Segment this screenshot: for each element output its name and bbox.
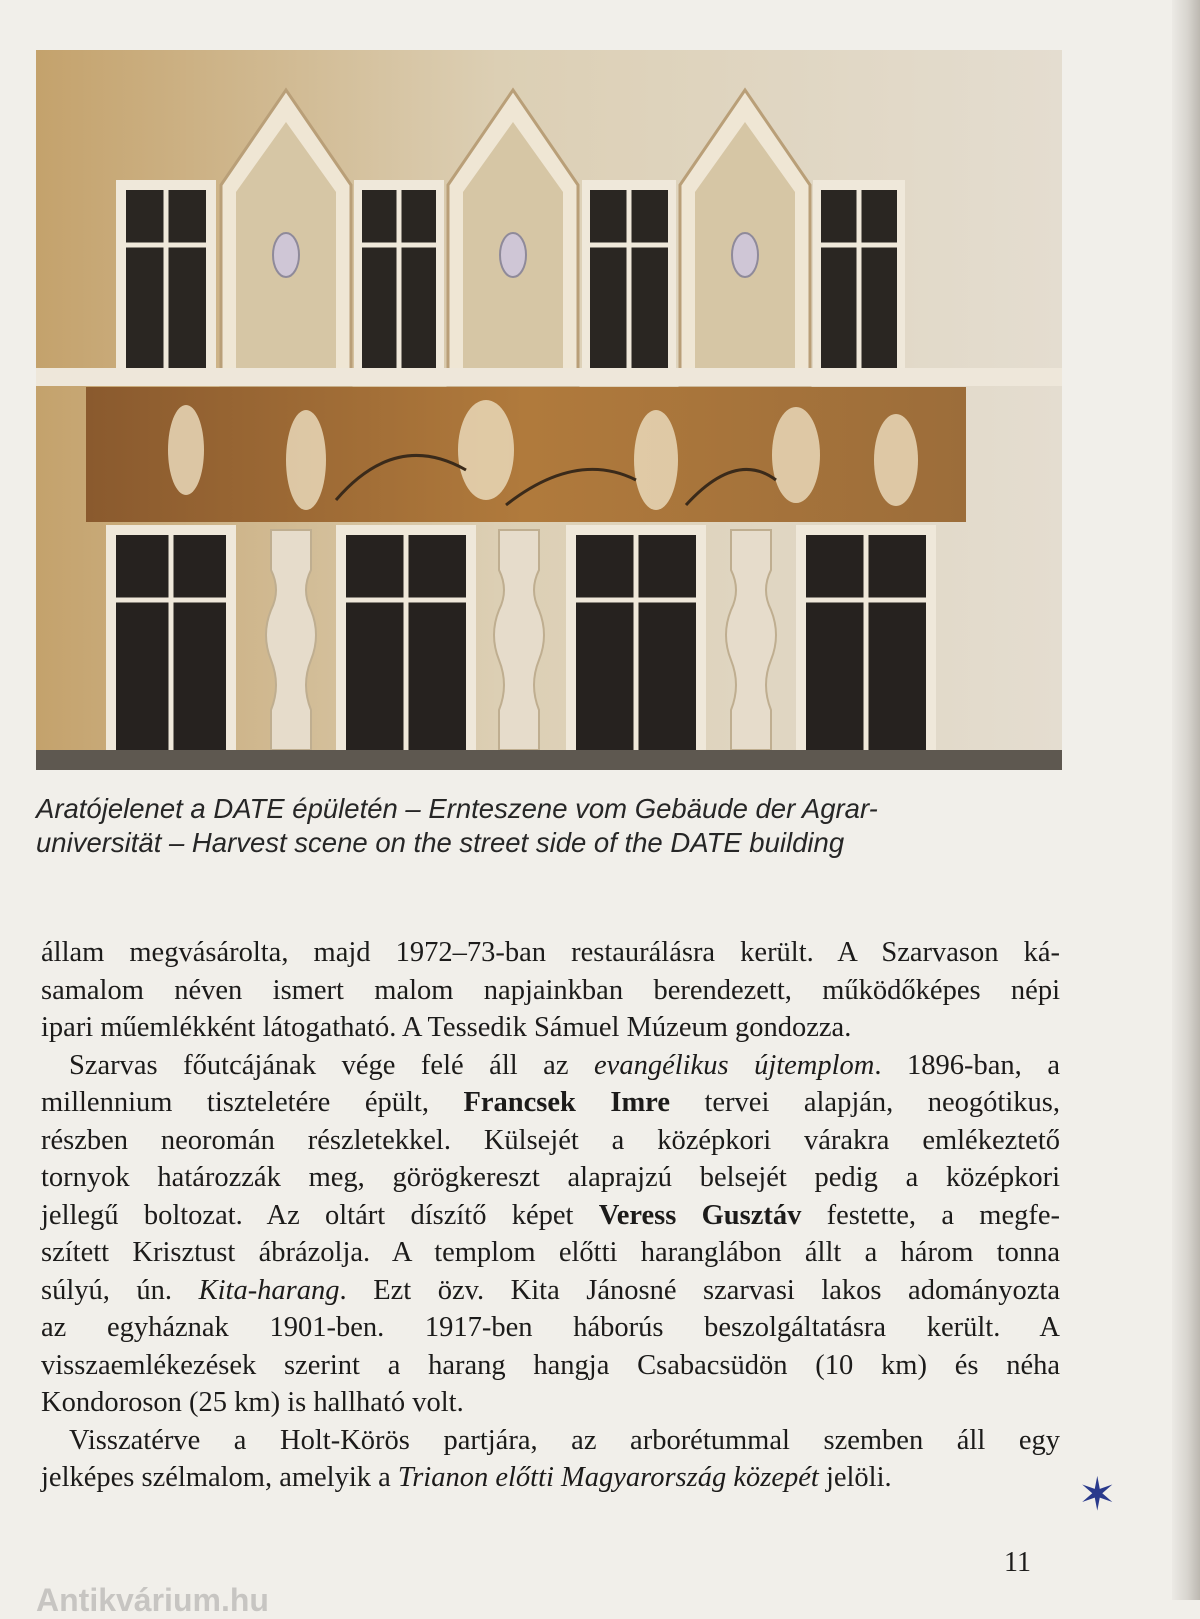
text-span: . Ezt özv. Kita Jánosné szarvasi lakos adományozta — [339, 1274, 1060, 1306]
text-line: az egyháznak 1901-ben. 1917-ben háborús beszolgáltatásra került. A — [41, 1312, 1060, 1343]
text-line: részben neoromán részletekkel. Külsejét a középkori várakra emlékeztető — [41, 1124, 1060, 1156]
text-line — [41, 1272, 1060, 1310]
italic-term: Trianon előtti Magyarország közepét — [397, 1462, 819, 1493]
text-line — [41, 1047, 1060, 1085]
watermark: Antikvárium.hu — [36, 1582, 269, 1618]
facade-photo — [36, 50, 1062, 770]
text-line — [41, 1459, 1060, 1497]
bold-name: Veress Gusztáv — [598, 1199, 802, 1231]
text-line: szített Krisztust ábrázolja. A templom előtti haranglábon állt a három tonna — [41, 1237, 1060, 1268]
text-line: állam megvásárolta, majd 1972–73-ban restaurálásra került. A Szarvason ká- — [41, 937, 1060, 968]
building-facade-with-harvest-relief-icon — [36, 50, 1062, 770]
text-span: jelképes szélmalom, amelyik a — [41, 1462, 398, 1493]
text-span: súlyú, ún. — [41, 1274, 199, 1306]
text-line — [41, 1197, 1060, 1235]
text-span: . 1896-ban, a — [874, 1049, 1060, 1081]
text-line: ipari műemlékként látogatható. A Tessedik Sámuel Múzeum gondozza. — [41, 1012, 852, 1043]
page-number: 11 — [1004, 1547, 1031, 1578]
text-line: tornyok határozzák meg, görögkereszt alaprajzú belsejét pedig a középkori — [41, 1162, 1060, 1193]
book-spine-shadow — [1172, 0, 1200, 1600]
text-span: jellegű boltozat. Az oltárt díszítő képet — [41, 1199, 599, 1231]
italic-term: evangélikus újtemplom — [594, 1049, 875, 1081]
text-span: tervei alapján, neogótikus, — [669, 1087, 1060, 1118]
italic-term: Kita-harang — [198, 1274, 340, 1306]
text-line — [41, 1084, 1060, 1122]
photo-caption — [36, 792, 1066, 860]
margin-star-icon: ✶ — [1078, 1467, 1117, 1521]
text-span: festette, a megfe- — [801, 1199, 1060, 1231]
caption-line: universität – Harvest scene on the street side of the DATE building — [36, 827, 845, 858]
text-line: Visszatérve a Holt-Körös partjára, az arborétummal szemben áll egy — [69, 1424, 1060, 1456]
text-span: Szarvas főutcájának vége felé áll az — [69, 1049, 595, 1081]
body-text — [41, 934, 1060, 1497]
text-line: visszaemlékezések szerint a harang hangja Csabacsüdön (10 km) és néha — [41, 1349, 1060, 1381]
bold-name: Francsek Imre — [463, 1087, 670, 1118]
caption-line: Aratójelenet a DATE épületén – Ernteszene vom Gebäude der Agrar- — [36, 793, 878, 824]
text-span: jelöli. — [818, 1462, 892, 1493]
text-line: Kondoroson (25 km) is hallható volt. — [41, 1387, 464, 1418]
text-line: samalom néven ismert malom napjainkban berendezett, működőképes népi — [41, 974, 1060, 1006]
text-span: millennium tiszteletére épült, — [41, 1087, 464, 1118]
